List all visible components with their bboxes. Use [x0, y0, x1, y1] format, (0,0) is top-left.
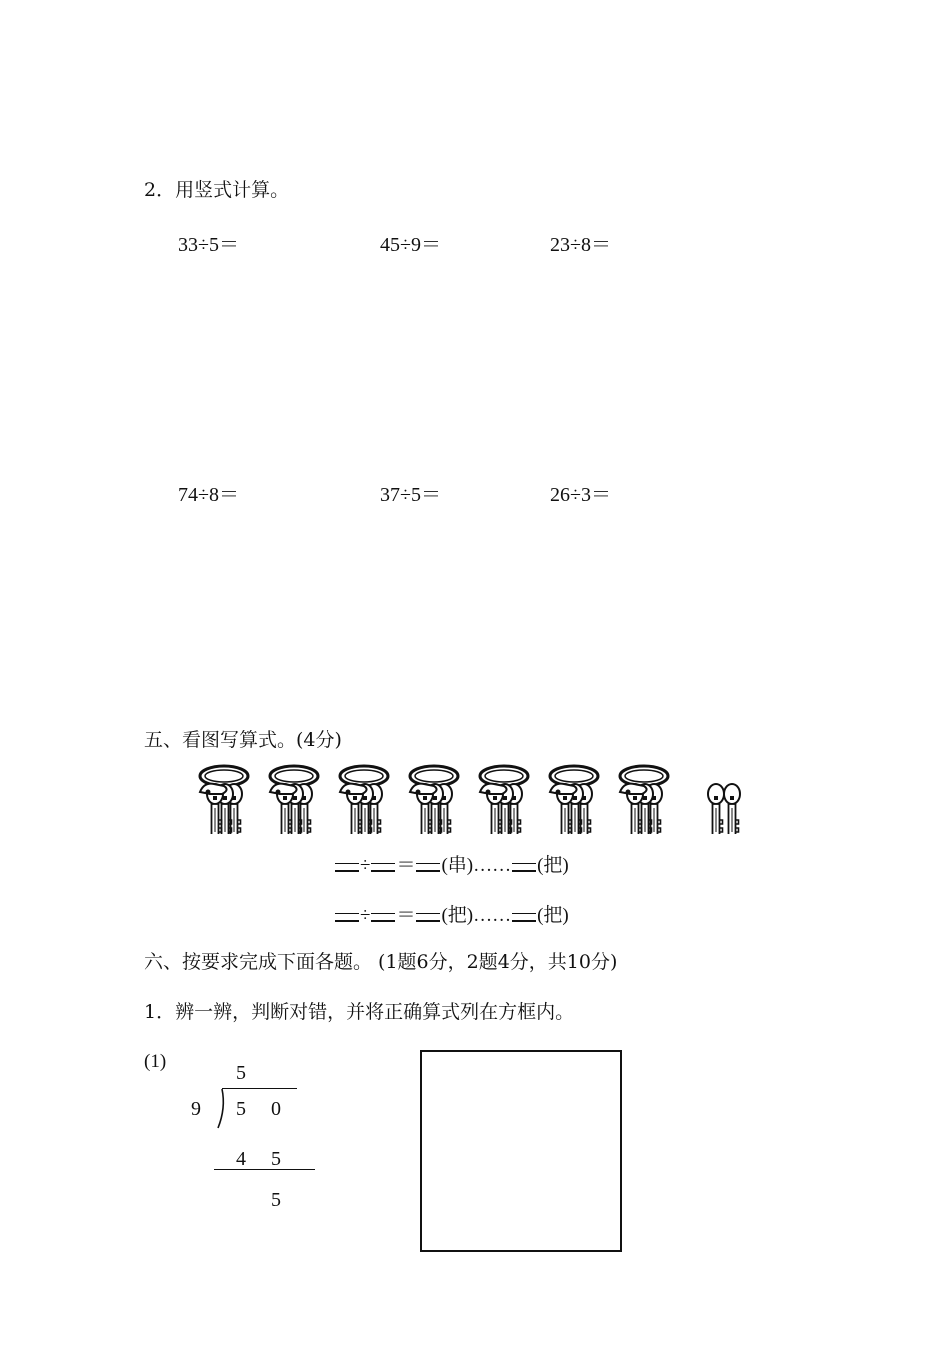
- problem-2: 45÷9＝: [380, 234, 441, 256]
- key-bunch: [620, 766, 668, 834]
- question-2-heading: 2．用竖式计算。: [144, 179, 290, 201]
- unit-label: (串): [441, 855, 474, 876]
- subtraction-line: [214, 1169, 315, 1170]
- problem-6: 26÷3＝: [550, 484, 611, 506]
- dividend-digit: 0: [271, 1098, 281, 1120]
- equals-sign: ＝: [396, 905, 416, 926]
- problem-5: 37÷5＝: [380, 484, 441, 506]
- remainder-dots: ……: [473, 905, 512, 926]
- quotient-digit: 5: [236, 1062, 246, 1084]
- key-bunch: [550, 766, 598, 834]
- product-digit: 5: [271, 1148, 281, 1170]
- problem-4: 74÷8＝: [178, 484, 239, 506]
- loose-key: [708, 784, 724, 834]
- problem-3: 23÷8＝: [550, 234, 611, 256]
- blank[interactable]: [371, 913, 395, 922]
- division-bracket: [213, 1088, 227, 1132]
- key-bunch: [480, 766, 528, 834]
- divide-sign: ÷: [360, 855, 371, 876]
- key-bunch: [200, 766, 248, 834]
- divide-sign: ÷: [360, 905, 371, 926]
- remainder-digit: 5: [271, 1189, 281, 1211]
- sub-question-label: (1): [144, 1051, 167, 1072]
- keys-illustration: [198, 764, 758, 834]
- blank[interactable]: [512, 863, 536, 872]
- section-6-heading: 六、按要求完成下面各题。 (1题6分，2题4分，共10分): [144, 951, 618, 973]
- division-bar: [222, 1088, 297, 1089]
- blank[interactable]: [335, 913, 359, 922]
- question-1-instruction: 1．辨一辨，判断对错，并将正确算式列在方框内。: [144, 1001, 575, 1023]
- remainder-dots: ……: [473, 855, 512, 876]
- divisor: 9: [191, 1098, 201, 1120]
- blank[interactable]: [416, 863, 440, 872]
- unit-label: (把): [441, 905, 474, 926]
- equals-sign: ＝: [396, 855, 416, 876]
- unit-label: (把): [537, 855, 569, 876]
- key-bunch: [340, 766, 388, 834]
- blank[interactable]: [416, 913, 440, 922]
- answer-box[interactable]: [420, 1050, 622, 1252]
- section-5-heading: 五、看图写算式。(4分): [144, 729, 342, 751]
- blank[interactable]: [371, 863, 395, 872]
- problem-1: 33÷5＝: [178, 234, 239, 256]
- product-digit: 4: [236, 1148, 246, 1170]
- unit-label: (把): [537, 905, 569, 926]
- loose-key: [724, 784, 740, 834]
- equation-line-1: [334, 850, 569, 877]
- blank[interactable]: [335, 863, 359, 872]
- key-bunch: [410, 766, 458, 834]
- key-bunch: [270, 766, 318, 834]
- dividend-digit: 5: [236, 1098, 246, 1120]
- equation-line-2: [334, 900, 569, 927]
- blank[interactable]: [512, 913, 536, 922]
